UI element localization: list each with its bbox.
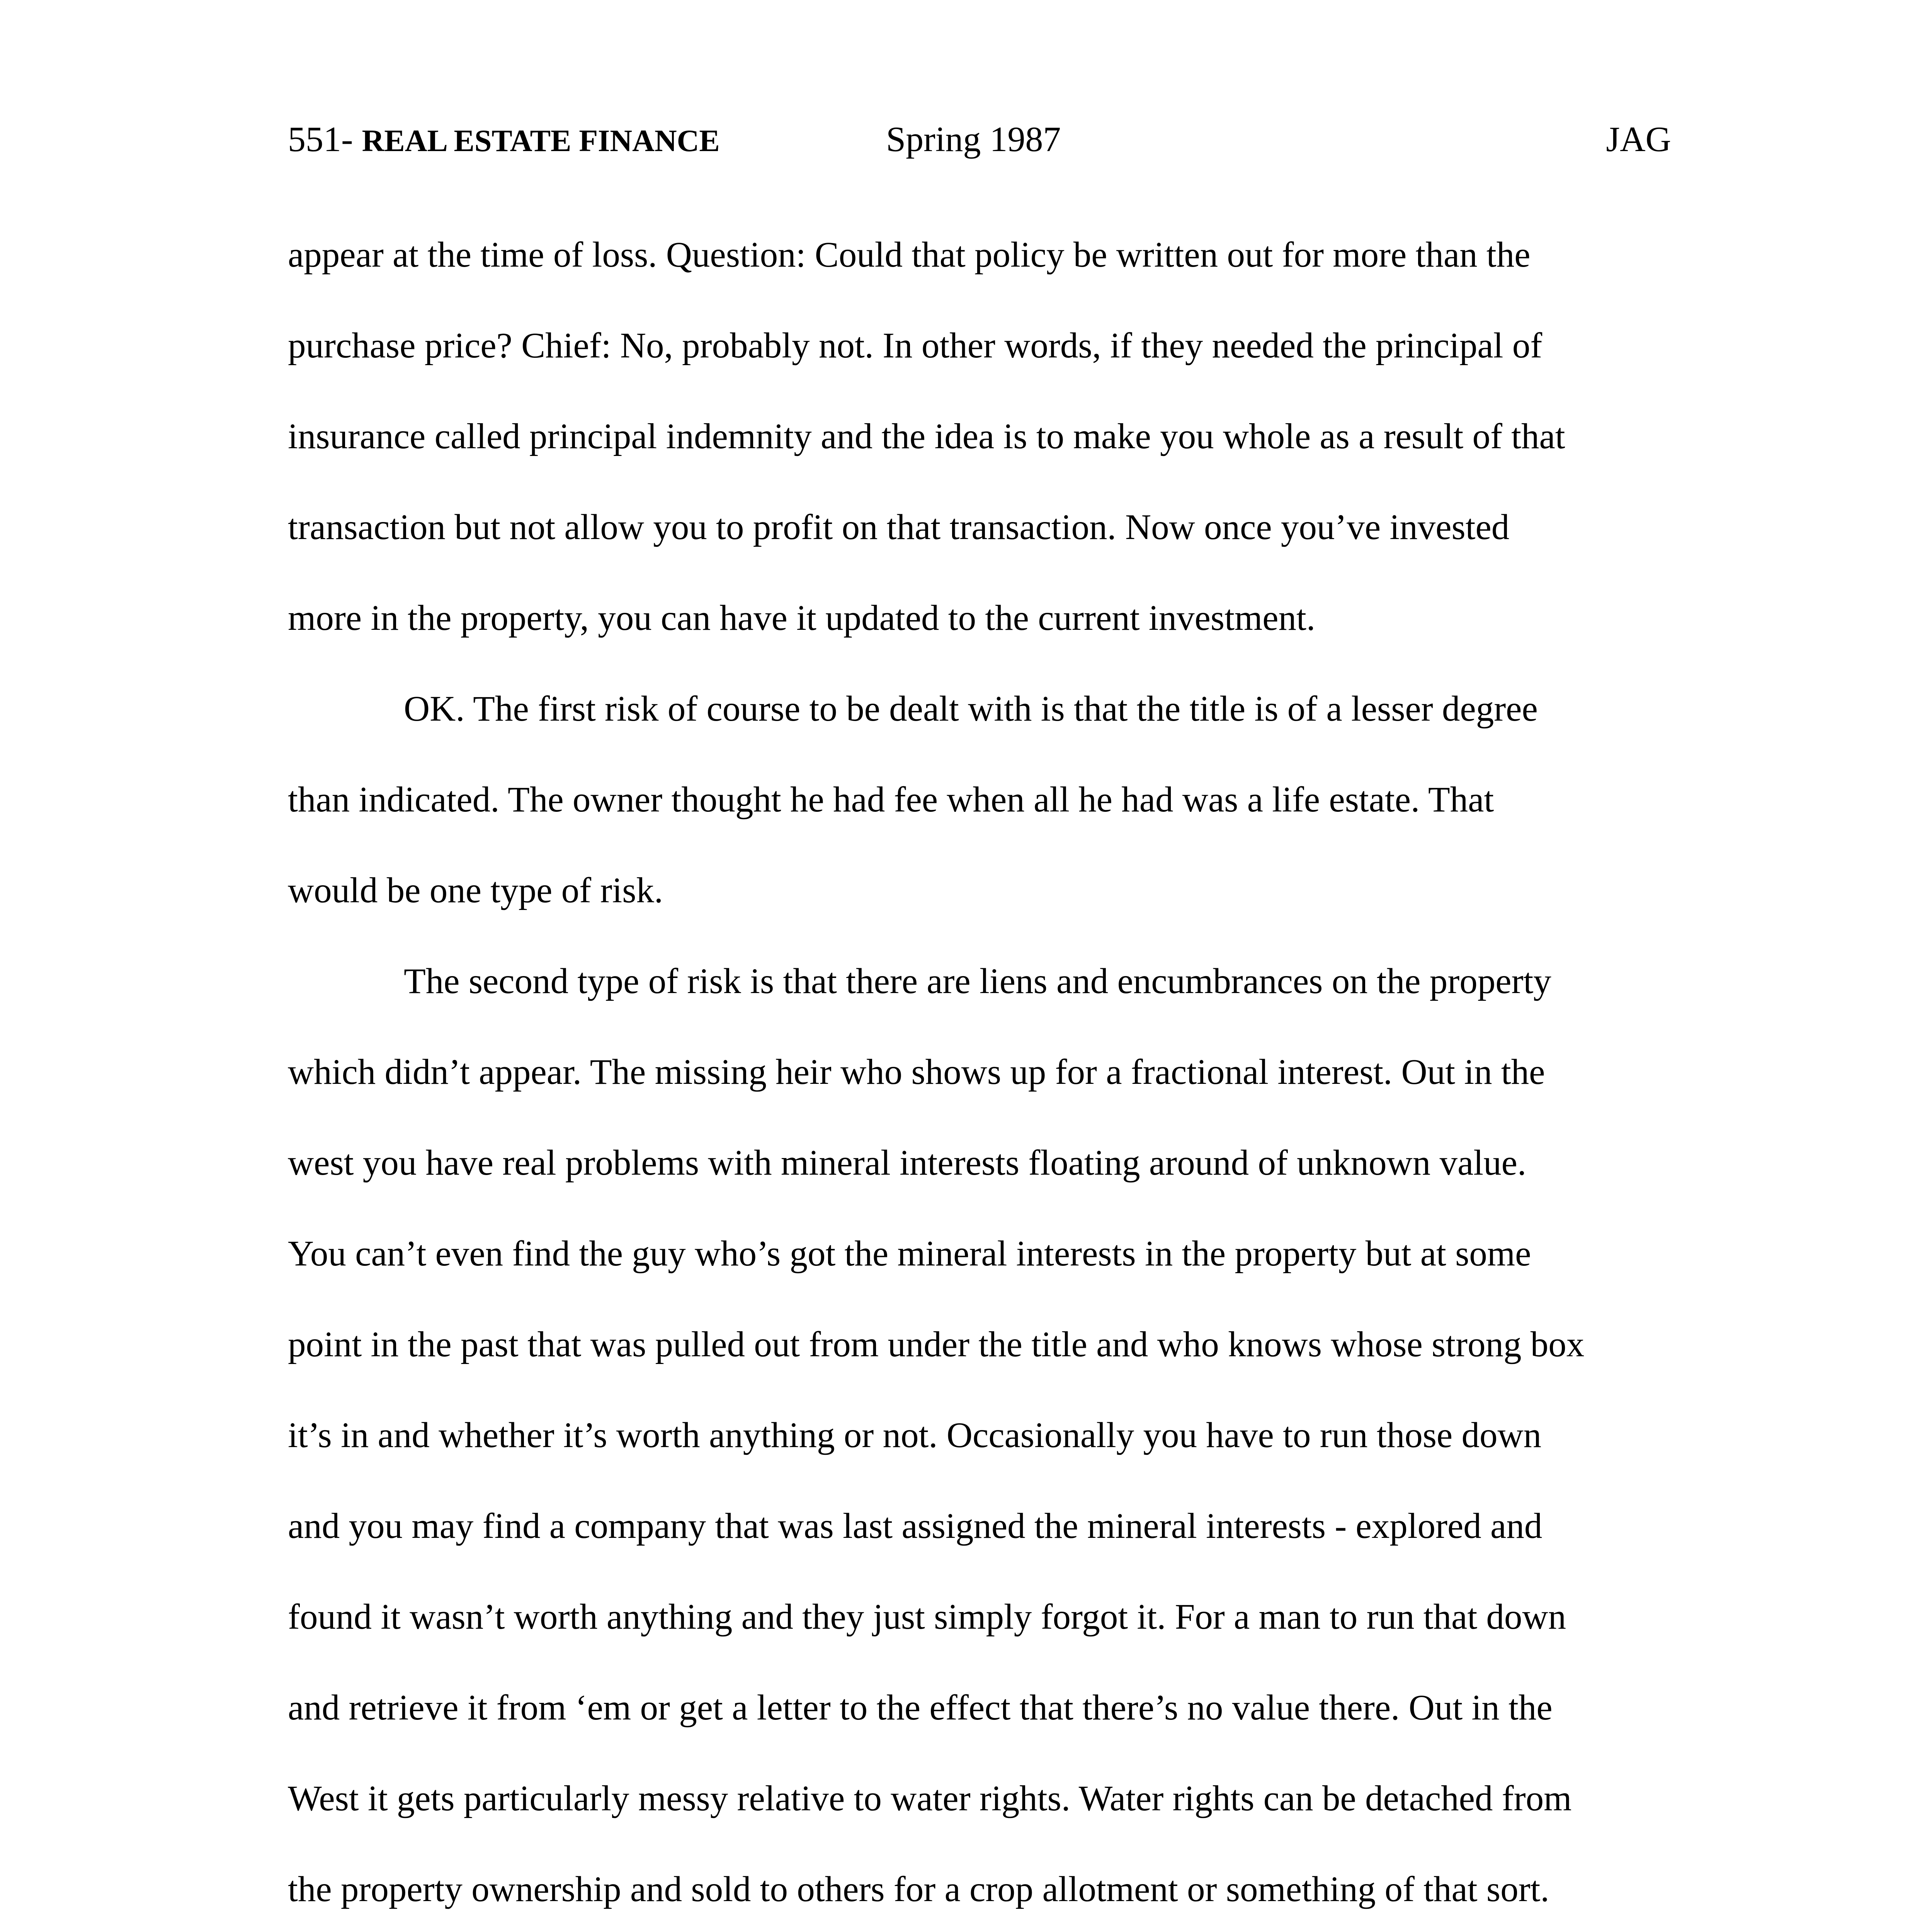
paragraph (288, 947, 1675, 1932)
paragraph (288, 221, 1675, 675)
transcript-body (288, 221, 1675, 1932)
text-line: found it wasn’t worth anything and they just simply forgot it. For a man to run that down (288, 1597, 1566, 1637)
text-line: You can’t even find the guy who’s got the mineral interests in the property but at some (288, 1234, 1531, 1274)
text-line: appear at the time of loss. Question: Could that policy be written out for more than the (288, 235, 1531, 275)
text-line: and retrieve it from ‘em or get a letter to the effect that there’s no value there. Out in the (288, 1688, 1553, 1728)
text-line: transaction but not allow you to profit on that transaction. Now once you’ve invested (288, 507, 1510, 547)
paragraph (288, 675, 1675, 947)
text-line: more in the property, you can have it updated to the current investment. (288, 598, 1316, 638)
text-line: than indicated. The owner thought he had fee when all he had was a life estate. That (288, 780, 1494, 820)
course-label (288, 116, 720, 164)
course-title: REAL ESTATE FINANCE (362, 124, 720, 158)
text-line: which didn’t appear. The missing heir who shows up for a fractional interest. Out in the (288, 1052, 1545, 1092)
text-line: The second type of risk is that there are liens and encumbrances on the property (404, 961, 1551, 1001)
text-line: it’s in and whether it’s worth anything or not. Occasionally you have to run those down (288, 1415, 1542, 1455)
text-line: purchase price? Chief: No, probably not. In other words, if they needed the principal of (288, 326, 1543, 366)
text-line: and you may find a company that was last assigned the mineral interests - explored and (288, 1506, 1543, 1546)
text-line: west you have real problems with mineral interests floating around of unknown value. (288, 1143, 1527, 1183)
course-number: 551- (288, 119, 353, 159)
text-line: West it gets particularly messy relative to water rights. Water rights can be detached from (288, 1779, 1572, 1818)
author-initials: JAG (1606, 119, 1671, 159)
term-label: Spring 1987 (886, 119, 1061, 159)
text-line: OK. The first risk of course to be dealt with is that the title is of a lesser degree (404, 689, 1538, 729)
page-header (0, 116, 1932, 162)
text-line: would be one type of risk. (288, 871, 663, 910)
text-line: point in the past that was pulled out from under the title and who knows whose strong box (288, 1325, 1585, 1364)
text-line: the property ownership and sold to others for a crop allotment or something of that sort. (288, 1869, 1549, 1909)
text-line: insurance called principal indemnity and the idea is to make you whole as a result of that (288, 417, 1565, 456)
